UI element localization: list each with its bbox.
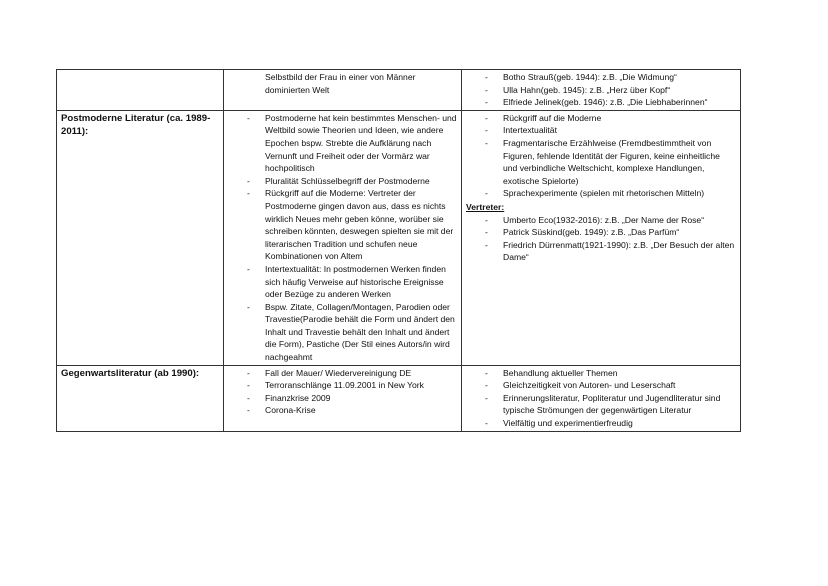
features-cell [224,110,462,365]
list-item: - Postmoderne hat kein bestimmtes Menschen- und Weltbild sowie Theorien und Ideen, wie andere Epochen bspw. Strebte die Aufklärung nach Vernunft und Freiheit oder der Vormärz war hochpolitisch [228,112,457,175]
epoch-heading: Gegenwartsliteratur (ab 1990): [61,367,200,379]
list-item: - Ulla Hahn(geb. 1945): z.B. „Herz über Kopf“ [466,84,736,97]
authors-cell [462,70,741,111]
list-item: - Fragmentarische Erzählweise (Fremdbestimmtheit von Figuren, fehlende Identität der Figuren, keine einheitliche und verbindliche Weltschicht, komplexe Handlungen, exotische Spielorte) [466,137,736,187]
list-item: - Corona-Krise [228,404,457,417]
list-item: - Gleichzeitigkeit von Autoren- und Leserschaft [466,379,736,392]
epoch-heading-cell [57,365,224,431]
characteristics-cell [462,110,741,365]
table-row [57,70,741,111]
epoch-heading-cell [57,70,224,111]
literature-epochs-table [56,69,741,432]
features-cell [224,365,462,431]
list-item: - Sprachexperimente (spielen mit rhetorischen Mitteln) [466,187,736,200]
list-item: - Rückgriff auf die Moderne [466,112,736,125]
list-item: - Behandlung aktueller Themen [466,367,736,380]
characteristics-list [466,112,736,200]
epoch-heading-cell [57,110,224,365]
list-item: - Vielfältig und experimentierfreudig [466,417,736,430]
list-item: - Finanzkrise 2009 [228,392,457,405]
vertreter-heading: Vertreter: [466,201,505,212]
list-item: - Patrick Süskind(geb. 1949): z.B. „Das Parfüm“ [466,226,736,239]
event-list [228,367,457,417]
author-list [466,214,736,264]
features-cell [224,70,462,111]
author-list [466,71,736,109]
list-item: - Umberto Eco(1932-2016): z.B. „Der Name der Rose“ [466,214,736,227]
list-item: - Friedrich Dürrenmatt(1921-1990): z.B. „Der Besuch der alten Dame“ [466,239,736,264]
characteristics-list [466,367,736,430]
list-item: - Elfriede Jelinek(geb. 1946): z.B. „Die Liebhaberinnen“ [466,96,736,109]
list-item: - Terroranschlänge 11.09.2001 in New York [228,379,457,392]
continued-text: Selbstbild der Frau in einer von Männer dominierten Welt [265,72,416,95]
table-row [57,110,741,365]
list-item: - Intertextualität: In postmodernen Werken finden sich häufig Verweise auf historische Ereignisse oder Bezüge zu anderen Werken [228,263,457,301]
list-item: - Intertextualität [466,124,736,137]
list-item: - Botho Strauß(geb. 1944): z.B. „Die Widmung“ [466,71,736,84]
characteristics-cell [462,365,741,431]
list-item: - Fall der Mauer/ Wiedervereinigung DE [228,367,457,380]
list-item: - Pluralität Schlüsselbegriff der Postmoderne [228,175,457,188]
epoch-heading: Postmoderne Literatur (ca. 1989-2011): [61,112,211,137]
list-item: - Erinnerungsliteratur, Popliteratur und Jugendliteratur sind typische Strömungen der gegenwärtigen Literatur [466,392,736,417]
list-item: - Bspw. Zitate, Collagen/Montagen, Parodien oder Travestie(Parodie behält die Form und ändert den Inhalt und Travestie behält den Inhalt und ändert die Form), Pastiche (Der Stil eines Autors/in wird nachgeahmt [228,301,457,364]
list-item: - Rückgriff auf die Moderne: Vertreter der Postmoderne gingen davon aus, dass es nichts wirklich Neues mehr geben könne, worüber sie schreiben könnten, deswegen spielten sie mit der literarischen Tradition und schufen neue Kombinationen von Altem [228,187,457,263]
table-row [57,365,741,431]
feature-list [228,112,457,364]
